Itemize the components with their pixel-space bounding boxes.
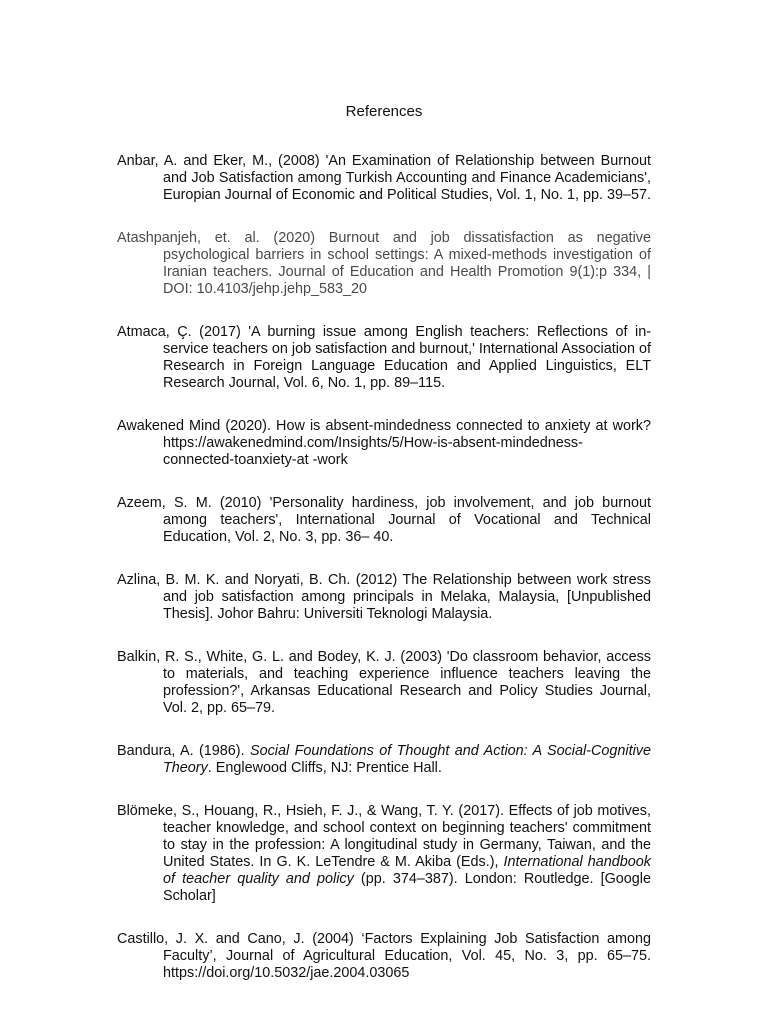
reference-text-before: Bandura, A. (1986). <box>117 743 250 759</box>
reference-text-after: . Englewood Cliffs, NJ: Prentice Hall. <box>207 760 442 776</box>
reference-text: Castillo, J. X. and Cano, J. (2004) ‘Factors Explaining Job Satisfaction among Faculty’, Journal of Agricultural Education, Vol. 45, No. 3, pp. 65–75. https://doi.org/10.5032/jae.2004.03065 <box>117 931 651 981</box>
reference-atashpanjeh <box>117 230 651 298</box>
reference-text: Atmaca, Ç. (2017) 'A burning issue among English teachers: Reflections of in-service teachers on job satisfaction and burnout,' International Association of Research in Foreign Language Education and Applied Linguistics, ELT Research Journal, Vol. 6, No. 1, pp. 89–115. <box>117 324 651 391</box>
reference-text-after: (pp. 374–387). London: Routledge. [Google Scholar] <box>163 871 651 904</box>
reference-text: Azeem, S. M. (2010) 'Personality hardiness, job involvement, and job burnout among teachers', International Journal of Vocational and Technical Education, Vol. 2, No. 3, pp. 36– 40. <box>117 495 651 545</box>
reference-blomeke <box>117 803 651 905</box>
reference-book-title: Social Foundations of Thought and Action: A Social-Cognitive Theory <box>163 743 651 776</box>
reference-bandura <box>117 743 651 777</box>
reference-atmaca <box>117 324 651 392</box>
reference-awakened-mind <box>117 418 651 469</box>
reference-list <box>117 153 651 1008</box>
reference-text: Atashpanjeh, et. al. (2020) Burnout and job dissatisfaction as negative psychological barriers in school settings: A mixed-methods investigation of Iranian teachers. Journal of Education and Health Promotion 9(1):p 334, | DOI: 10.4103/jehp.jehp_583_20 <box>117 230 651 297</box>
reference-azlina <box>117 572 651 623</box>
reference-text: Anbar, A. and Eker, M., (2008) 'An Examination of Relationship between Burnout and Job Satisfaction among Turkish Accounting and Finance Academicians', Europian Journal of Economic and Political Studies, Vol. 1, No. 1, pp. 39–57. <box>117 153 651 203</box>
page-title: References <box>345 103 423 120</box>
reference-azeem <box>117 495 651 546</box>
reference-anbar <box>117 153 651 204</box>
reference-text: Balkin, R. S., White, G. L. and Bodey, K. J. (2003) 'Do classroom behavior, access to materials, and teaching experience influence teachers leaving the profession?', Arkansas Educational Research and Policy Studies Journal, Vol. 2, pp. 65–79. <box>117 649 651 716</box>
reference-text-before: Blömeke, S., Houang, R., Hsieh, F. J., & Wang, T. Y. (2017). Effects of job motives, teacher knowledge, and school context on beginning teachers' commitment to stay in the profession: A longitudinal study in Germany, Taiwan, and the United States. In G. K. LeTendre & M. Akiba (Eds.), <box>117 803 651 870</box>
reference-text: Awakened Mind (2020). How is absent-mindedness connected to anxiety at work? https://awakenedmind.com/Insights/5/How-is-absent-mindedness-connected-toanxiety-at -work <box>117 418 651 468</box>
reference-text: Azlina, B. M. K. and Noryati, B. Ch. (2012) The Relationship between work stress and job satisfaction among principals in Melaka, Malaysia, [Unpublished Thesis]. Johor Bahru: Universiti Teknologi Malaysia. <box>117 572 651 622</box>
reference-castillo <box>117 931 651 982</box>
reference-book-title: International handbook of teacher quality and policy <box>163 854 651 887</box>
reference-balkin <box>117 649 651 717</box>
